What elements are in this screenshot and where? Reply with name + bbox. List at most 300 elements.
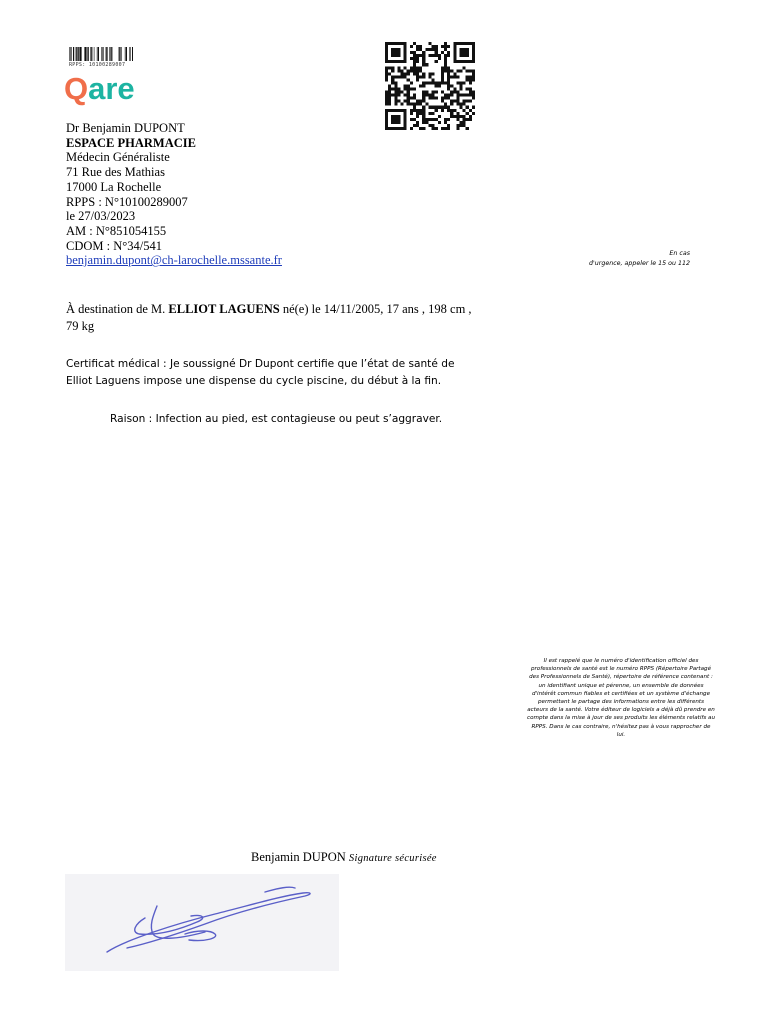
barcode-bar — [73, 47, 74, 61]
qr-module — [444, 94, 447, 97]
qr-module — [394, 88, 397, 91]
doctor-info — [66, 121, 282, 268]
qr-module — [472, 69, 475, 72]
qr-module — [416, 75, 419, 78]
qr-module — [425, 118, 428, 121]
qr-module — [391, 81, 394, 84]
qr-module — [444, 66, 447, 69]
qr-module — [444, 54, 447, 57]
qr-module — [425, 81, 428, 84]
qr-module — [428, 94, 431, 97]
qr-module — [435, 118, 438, 121]
qr-module — [404, 66, 407, 69]
barcode-bar — [78, 47, 79, 61]
qr-module — [410, 51, 413, 54]
qr-module — [416, 54, 419, 57]
barcode-bar — [109, 47, 110, 61]
qr-module — [422, 63, 425, 66]
qr-module — [416, 124, 419, 127]
qr-module — [428, 72, 431, 75]
qr-module — [441, 100, 444, 103]
qr-module — [435, 48, 438, 51]
barcode-bar — [106, 47, 107, 61]
qr-module — [447, 106, 450, 109]
qr-module — [410, 109, 413, 112]
qr-module — [422, 57, 425, 60]
barcode-bar — [88, 47, 89, 61]
qr-module — [385, 94, 388, 97]
qr-module — [410, 81, 413, 84]
qr-module — [447, 72, 450, 75]
qr-module — [444, 97, 447, 100]
qr-module — [425, 103, 428, 106]
qr-module — [413, 54, 416, 57]
barcode-bar — [81, 47, 82, 61]
qr-module — [422, 115, 425, 118]
urgence-note — [520, 249, 690, 269]
qr-module — [441, 45, 444, 48]
doctor-email-link[interactable]: benjamin.dupont@ch-larochelle.mssante.fr — [66, 253, 282, 268]
signer-line — [251, 850, 437, 865]
qr-module — [444, 127, 447, 130]
qr-module — [432, 127, 435, 130]
qr-module — [444, 103, 447, 106]
qr-module — [413, 42, 416, 45]
qr-module — [463, 124, 466, 127]
qr-module — [422, 121, 425, 124]
qr-module — [450, 112, 453, 115]
qr-module — [469, 100, 472, 103]
qr-module — [410, 66, 413, 69]
qr-module — [444, 69, 447, 72]
qr-module — [459, 81, 462, 84]
qr-module — [416, 121, 419, 124]
doctor-name: Dr Benjamin DUPONT — [66, 121, 185, 135]
qr-module — [391, 66, 394, 69]
qr-module — [416, 69, 419, 72]
qr-module — [407, 97, 410, 100]
qr-module — [438, 84, 441, 87]
barcode-bar — [80, 47, 81, 61]
qr-module — [456, 127, 459, 130]
qr-module — [444, 121, 447, 124]
qr-code — [385, 42, 475, 130]
qr-module — [388, 66, 391, 69]
qr-module — [413, 109, 416, 112]
qr-module — [469, 118, 472, 121]
barcode-bar — [102, 47, 103, 61]
qr-module — [410, 103, 413, 106]
qr-module — [432, 54, 435, 57]
qr-module — [428, 75, 431, 78]
qr-module — [432, 124, 435, 127]
qr-module — [416, 103, 419, 106]
qr-module — [410, 127, 413, 130]
patient-name: ELLIOT LAGUENS — [168, 302, 280, 316]
qr-module — [419, 69, 422, 72]
qr-module — [416, 112, 419, 115]
qr-module — [438, 81, 441, 84]
qr-module — [385, 91, 388, 94]
qr-module — [407, 91, 410, 94]
qr-module — [425, 91, 428, 94]
qr-module — [422, 112, 425, 115]
qr-module — [453, 100, 456, 103]
qr-module — [432, 72, 435, 75]
barcode-text: RPPS: 10100289007 — [69, 62, 126, 68]
barcode-bar — [87, 47, 88, 61]
qr-module — [388, 84, 391, 87]
qr-module — [413, 63, 416, 66]
qr-module — [404, 100, 407, 103]
qr-module — [469, 69, 472, 72]
qr-module — [388, 72, 391, 75]
qr-module — [444, 60, 447, 63]
qr-module — [428, 118, 431, 121]
qr-module — [441, 91, 444, 94]
qr-module — [472, 72, 475, 75]
qr-module — [469, 91, 472, 94]
qr-module — [413, 88, 416, 91]
qr-module — [459, 69, 462, 72]
qr-module — [419, 48, 422, 51]
qr-module — [407, 84, 410, 87]
qr-module — [422, 100, 425, 103]
qr-module — [416, 109, 419, 112]
qr-module — [459, 106, 462, 109]
qr-module — [453, 109, 456, 112]
qr-module — [441, 75, 444, 78]
qr-module — [388, 97, 391, 100]
qr-module — [447, 45, 450, 48]
qr-module — [404, 75, 407, 78]
destination-prefix: À destination de M. — [66, 302, 166, 316]
qr-module — [428, 81, 431, 84]
qr-module — [447, 66, 450, 69]
qr-module — [388, 94, 391, 97]
qr-module — [463, 121, 466, 124]
qr-module — [425, 63, 428, 66]
qr-module — [410, 97, 413, 100]
qr-module — [422, 54, 425, 57]
qr-module — [394, 94, 397, 97]
qr-module — [416, 78, 419, 81]
qr-module — [438, 57, 441, 60]
qr-module — [453, 72, 456, 75]
qr-module — [447, 51, 450, 54]
qr-module — [404, 88, 407, 91]
qr-module — [419, 109, 422, 112]
qr-module — [447, 97, 450, 100]
qr-module — [407, 100, 410, 103]
qr-module — [391, 75, 394, 78]
qr-module — [447, 69, 450, 72]
qr-module — [416, 100, 419, 103]
barcode-bar — [98, 47, 99, 61]
qr-module — [428, 106, 431, 109]
qr-module — [463, 94, 466, 97]
qare-logo — [64, 72, 160, 106]
rpps-notice: Il est rappelé que le numéro d'identification officiel des professionnels de santé est le numéro RPPS (Répertoire Partagé des Professionnels de Santé), répertoire de référence contenant : un identifiant unique et pérenne, un ensemble de données d'intérêt commun fiables et certifiées et un système d'échange permettant le partage des informations entre les différents acteurs de la santé. Votre éditeur de logiciels a déjà dû prendre en compte dans la mise à jour de ses produits les éléments relatifs au RPPS. Dans le cas contraire, n'hésitez pas à vous rapprocher de lui. — [527, 658, 716, 738]
barcode-bar — [97, 47, 98, 61]
qr-module — [404, 94, 407, 97]
qr-module — [456, 103, 459, 106]
qr-module — [456, 94, 459, 97]
qr-module — [450, 100, 453, 103]
qr-module — [413, 72, 416, 75]
doctor-street: 71 Rue des Mathias — [66, 165, 165, 180]
qr-module — [422, 60, 425, 63]
qr-module — [466, 118, 469, 121]
document-date: le 27/03/2023 — [66, 209, 136, 224]
qr-module — [413, 57, 416, 60]
svg-text:Qare: Qare — [64, 72, 135, 106]
urgence-line-1: En cas — [669, 250, 690, 257]
qr-module — [394, 100, 397, 103]
qr-module — [388, 88, 391, 91]
qr-module — [432, 78, 435, 81]
qr-module — [401, 72, 404, 75]
doctor-city: 17000 La Rochelle — [66, 179, 162, 194]
qr-module — [466, 100, 469, 103]
qr-module — [472, 75, 475, 78]
qr-module — [416, 66, 419, 69]
qr-module — [472, 94, 475, 97]
qr-module — [394, 75, 397, 78]
qr-module — [438, 106, 441, 109]
qr-module — [459, 115, 462, 118]
qr-module — [472, 78, 475, 81]
qr-module — [397, 88, 400, 91]
qr-module — [438, 121, 441, 124]
qr-module — [469, 78, 472, 81]
qr-module — [447, 88, 450, 91]
qr-module — [456, 75, 459, 78]
qr-module — [416, 60, 419, 63]
qr-module — [453, 115, 456, 118]
qr-module — [391, 115, 400, 124]
qr-module — [447, 127, 450, 130]
barcode-bar — [119, 47, 120, 61]
qr-module — [447, 75, 450, 78]
qr-module — [407, 94, 410, 97]
qr-module — [401, 103, 404, 106]
qr-module — [428, 42, 431, 45]
qr-module — [456, 124, 459, 127]
barcode — [69, 47, 133, 61]
handwritten-signature — [65, 874, 339, 971]
qr-module — [407, 103, 410, 106]
qr-module — [463, 66, 466, 69]
qr-module — [444, 42, 447, 45]
qr-module — [441, 127, 444, 130]
qr-module — [441, 69, 444, 72]
qr-module — [422, 72, 425, 75]
qr-module — [432, 48, 435, 51]
secure-signature-label: Signature sécurisée — [348, 853, 437, 864]
qr-module — [450, 109, 453, 112]
barcode-bar — [111, 47, 112, 61]
qr-module — [422, 84, 425, 87]
qr-module — [463, 118, 466, 121]
qr-module — [432, 94, 435, 97]
qr-module — [447, 109, 450, 112]
qr-module — [413, 60, 416, 63]
qr-module — [407, 78, 410, 81]
qr-module — [438, 115, 441, 118]
qr-module — [450, 91, 453, 94]
qr-module — [413, 51, 416, 54]
qr-module — [466, 69, 469, 72]
qr-module — [435, 106, 438, 109]
qr-module — [459, 94, 462, 97]
barcode-bar — [84, 47, 85, 61]
qr-module — [447, 54, 450, 57]
barcode-bar — [129, 47, 130, 61]
qr-module — [447, 81, 450, 84]
qr-module — [422, 94, 425, 97]
barcode-bar — [132, 47, 133, 61]
qr-module — [416, 115, 419, 118]
qr-module — [401, 75, 404, 78]
qr-module — [459, 48, 468, 57]
qr-module — [438, 54, 441, 57]
qr-module — [391, 48, 400, 57]
qr-module — [407, 69, 410, 72]
qr-module — [441, 81, 444, 84]
qr-module — [435, 97, 438, 100]
qr-module — [397, 66, 400, 69]
qr-module — [469, 88, 472, 91]
qr-module — [450, 69, 453, 72]
qr-module — [463, 100, 466, 103]
qr-module — [419, 127, 422, 130]
qr-module — [416, 72, 419, 75]
qr-module — [463, 109, 466, 112]
qr-module — [466, 88, 469, 91]
qr-module — [432, 118, 435, 121]
qr-module — [444, 57, 447, 60]
qr-module — [441, 97, 444, 100]
qr-module — [413, 118, 416, 121]
qr-module — [385, 75, 388, 78]
qr-module — [432, 45, 435, 48]
qr-module — [416, 48, 419, 51]
qr-module — [463, 81, 466, 84]
qr-module — [394, 103, 397, 106]
qr-module — [453, 75, 456, 78]
qr-module — [404, 84, 407, 87]
qr-module — [385, 78, 388, 81]
barcode-bar — [107, 47, 108, 61]
qr-module — [419, 100, 422, 103]
destination — [66, 301, 486, 335]
qr-module — [466, 94, 469, 97]
qr-module — [422, 106, 425, 109]
qr-module — [428, 54, 431, 57]
qr-module — [447, 78, 450, 81]
qr-module — [422, 75, 425, 78]
qr-module — [391, 69, 394, 72]
qr-module — [450, 75, 453, 78]
qr-module — [456, 112, 459, 115]
qr-module — [466, 112, 469, 115]
qr-module — [404, 72, 407, 75]
barcode-bar — [69, 47, 70, 61]
qr-module — [407, 72, 410, 75]
barcode-bar — [101, 47, 102, 61]
qr-module — [444, 63, 447, 66]
qr-module — [419, 84, 422, 87]
barcode-bar — [70, 47, 71, 61]
qr-module — [394, 84, 397, 87]
qr-module — [459, 84, 462, 87]
qr-module — [450, 115, 453, 118]
qr-module — [447, 124, 450, 127]
barcode-bar — [125, 47, 126, 61]
qr-module — [435, 51, 438, 54]
qr-module — [413, 103, 416, 106]
qr-module — [432, 97, 435, 100]
qr-module — [394, 91, 397, 94]
qr-module — [428, 48, 431, 51]
qr-module — [453, 91, 456, 94]
qr-module — [459, 121, 462, 124]
urgence-line-2: d'urgence, appeler le 15 ou 112 — [589, 260, 690, 267]
qr-module — [385, 66, 388, 69]
qr-module — [472, 97, 475, 100]
doctor-am: AM : N°851054155 — [66, 223, 167, 238]
qr-module — [456, 81, 459, 84]
qr-module — [397, 94, 400, 97]
qr-module — [410, 88, 413, 91]
certificate-reason: Raison : Infection au pied, est contagieuse ou peut s’aggraver. — [110, 413, 443, 425]
qr-module — [466, 75, 469, 78]
qr-module — [388, 103, 391, 106]
qr-module — [456, 115, 459, 118]
qr-module — [394, 97, 397, 100]
qr-module — [385, 100, 388, 103]
qr-module — [397, 69, 400, 72]
qr-module — [385, 72, 388, 75]
qr-module — [428, 124, 431, 127]
qr-module — [394, 81, 397, 84]
qr-module — [410, 69, 413, 72]
barcode-bar — [90, 47, 91, 61]
qr-module — [469, 81, 472, 84]
qr-module — [459, 124, 462, 127]
patient-weight: 79 kg — [66, 319, 95, 333]
qr-module — [425, 94, 428, 97]
certificate-text — [66, 356, 496, 390]
qr-module — [401, 91, 404, 94]
qr-module — [453, 88, 456, 91]
qr-module — [413, 94, 416, 97]
qr-module — [397, 75, 400, 78]
qr-module — [435, 109, 438, 112]
qr-module — [441, 66, 444, 69]
doctor-place: ESPACE PHARMACIE — [66, 135, 196, 150]
qr-module — [419, 45, 422, 48]
qr-module — [410, 45, 413, 48]
qr-module — [469, 109, 472, 112]
certificate-line-2: Elliot Laguens impose une dispense du cycle piscine, du début à la fin. — [66, 375, 442, 387]
qr-module — [428, 112, 431, 115]
qr-module — [466, 127, 469, 130]
qr-module — [444, 45, 447, 48]
qr-module — [472, 112, 475, 115]
qr-module — [419, 112, 422, 115]
